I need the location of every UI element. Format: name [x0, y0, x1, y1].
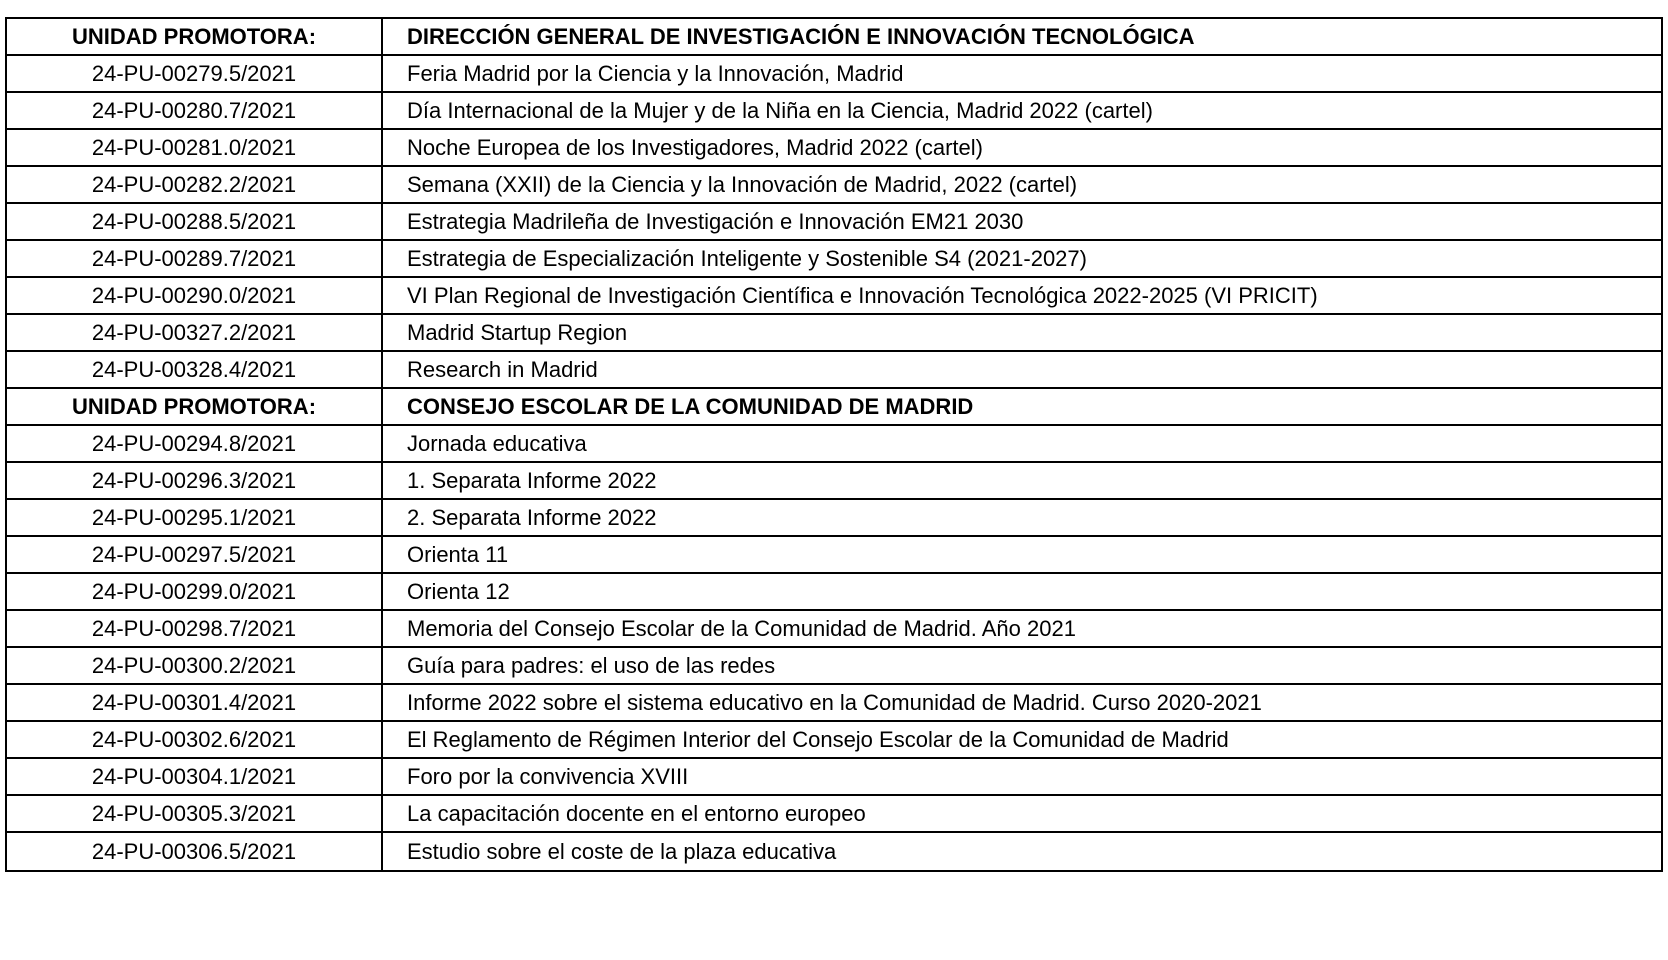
- publication-code: 24-PU-00289.7/2021: [6, 240, 382, 277]
- publication-code: 24-PU-00297.5/2021: [6, 536, 382, 573]
- table-row: [6, 314, 1662, 351]
- table-row: [6, 166, 1662, 203]
- section-label: UNIDAD PROMOTORA:: [6, 18, 382, 55]
- publication-code: 24-PU-00306.5/2021: [6, 832, 382, 871]
- publication-title: Estrategia de Especialización Inteligente y Sostenible S4 (2021-2027): [382, 240, 1662, 277]
- table-row: [6, 351, 1662, 388]
- table-row: [6, 721, 1662, 758]
- table-row: [6, 462, 1662, 499]
- table-row: [6, 92, 1662, 129]
- table-row: [6, 129, 1662, 166]
- table-row: [6, 795, 1662, 832]
- publication-title: Orienta 11: [382, 536, 1662, 573]
- publication-title: Memoria del Consejo Escolar de la Comunidad de Madrid. Año 2021: [382, 610, 1662, 647]
- publication-code: 24-PU-00299.0/2021: [6, 573, 382, 610]
- publication-title: Jornada educativa: [382, 425, 1662, 462]
- publications-table: [5, 17, 1663, 872]
- publication-title: Feria Madrid por la Ciencia y la Innovación, Madrid: [382, 55, 1662, 92]
- publication-code: 24-PU-00281.0/2021: [6, 129, 382, 166]
- table-row: [6, 277, 1662, 314]
- publication-title: Día Internacional de la Mujer y de la Niña en la Ciencia, Madrid 2022 (cartel): [382, 92, 1662, 129]
- publication-title: El Reglamento de Régimen Interior del Consejo Escolar de la Comunidad de Madrid: [382, 721, 1662, 758]
- section-name: CONSEJO ESCOLAR DE LA COMUNIDAD DE MADRID: [382, 388, 1662, 425]
- section-header-row: [6, 18, 1662, 55]
- publication-title: Estrategia Madrileña de Investigación e Innovación EM21 2030: [382, 203, 1662, 240]
- publication-code: 24-PU-00298.7/2021: [6, 610, 382, 647]
- publication-code: 24-PU-00327.2/2021: [6, 314, 382, 351]
- publication-title: Guía para padres: el uso de las redes: [382, 647, 1662, 684]
- publication-title: Madrid Startup Region: [382, 314, 1662, 351]
- section-header-row: [6, 388, 1662, 425]
- table-row: [6, 684, 1662, 721]
- publication-code: 24-PU-00295.1/2021: [6, 499, 382, 536]
- publication-code: 24-PU-00280.7/2021: [6, 92, 382, 129]
- publication-title: Foro por la convivencia XVIII: [382, 758, 1662, 795]
- publication-code: 24-PU-00290.0/2021: [6, 277, 382, 314]
- publication-title: Research in Madrid: [382, 351, 1662, 388]
- table-row: [6, 758, 1662, 795]
- table-row: [6, 55, 1662, 92]
- publication-title: Estudio sobre el coste de la plaza educativa: [382, 832, 1662, 871]
- publication-code: 24-PU-00279.5/2021: [6, 55, 382, 92]
- section-name: DIRECCIÓN GENERAL DE INVESTIGACIÓN E INNOVACIÓN TECNOLÓGICA: [382, 18, 1662, 55]
- publication-title: La capacitación docente en el entorno europeo: [382, 795, 1662, 832]
- publication-code: 24-PU-00300.2/2021: [6, 647, 382, 684]
- publication-title: Orienta 12: [382, 573, 1662, 610]
- publication-code: 24-PU-00305.3/2021: [6, 795, 382, 832]
- publication-code: 24-PU-00296.3/2021: [6, 462, 382, 499]
- publication-code: 24-PU-00302.6/2021: [6, 721, 382, 758]
- publication-code: 24-PU-00328.4/2021: [6, 351, 382, 388]
- publication-code: 24-PU-00282.2/2021: [6, 166, 382, 203]
- publication-code: 24-PU-00294.8/2021: [6, 425, 382, 462]
- publication-title: Informe 2022 sobre el sistema educativo en la Comunidad de Madrid. Curso 2020-2021: [382, 684, 1662, 721]
- table-row: [6, 499, 1662, 536]
- table-row: [6, 240, 1662, 277]
- publication-code: 24-PU-00288.5/2021: [6, 203, 382, 240]
- publication-title: Semana (XXII) de la Ciencia y la Innovación de Madrid, 2022 (cartel): [382, 166, 1662, 203]
- table-row: [6, 610, 1662, 647]
- table-row: [6, 647, 1662, 684]
- table-row: [6, 536, 1662, 573]
- publication-title: Noche Europea de los Investigadores, Madrid 2022 (cartel): [382, 129, 1662, 166]
- table-row: [6, 203, 1662, 240]
- publications-table-body: [6, 18, 1662, 871]
- table-row: [6, 832, 1662, 871]
- publication-code: 24-PU-00304.1/2021: [6, 758, 382, 795]
- publication-code: 24-PU-00301.4/2021: [6, 684, 382, 721]
- section-label: UNIDAD PROMOTORA:: [6, 388, 382, 425]
- publication-title: 2. Separata Informe 2022: [382, 499, 1662, 536]
- publication-title: 1. Separata Informe 2022: [382, 462, 1662, 499]
- publication-title: VI Plan Regional de Investigación Científica e Innovación Tecnológica 2022-2025 (VI PRICIT): [382, 277, 1662, 314]
- table-row: [6, 573, 1662, 610]
- table-row: [6, 425, 1662, 462]
